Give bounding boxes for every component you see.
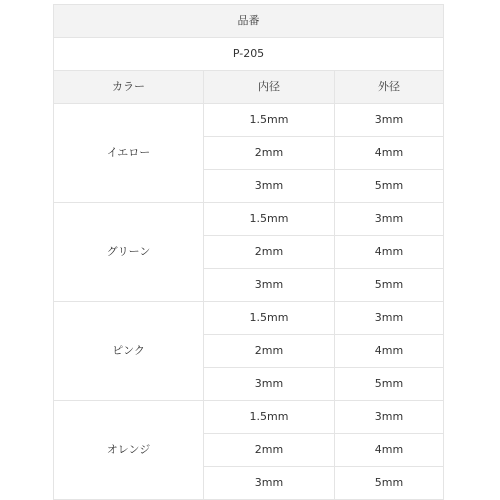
inner-diameter-cell: 2mm bbox=[204, 137, 335, 170]
inner-diameter-cell: 3mm bbox=[204, 170, 335, 203]
color-cell: イエロー bbox=[54, 104, 204, 203]
column-header-outer: 外径 bbox=[335, 71, 444, 104]
inner-diameter-cell: 1.5mm bbox=[204, 104, 335, 137]
inner-diameter-cell: 3mm bbox=[204, 368, 335, 401]
spec-table bbox=[53, 4, 444, 500]
color-cell: オレンジ bbox=[54, 401, 204, 500]
outer-diameter-cell: 5mm bbox=[335, 269, 444, 302]
product-label-cell: 品番 bbox=[54, 5, 444, 38]
product-code-cell: P-205 bbox=[54, 38, 444, 71]
column-header-color: カラー bbox=[54, 71, 204, 104]
outer-diameter-cell: 5mm bbox=[335, 170, 444, 203]
outer-diameter-cell: 4mm bbox=[335, 137, 444, 170]
outer-diameter-cell: 3mm bbox=[335, 302, 444, 335]
outer-diameter-cell: 3mm bbox=[335, 203, 444, 236]
outer-diameter-cell: 4mm bbox=[335, 236, 444, 269]
table-row bbox=[54, 104, 444, 137]
inner-diameter-cell: 2mm bbox=[204, 434, 335, 467]
outer-diameter-cell: 3mm bbox=[335, 401, 444, 434]
column-header-row bbox=[54, 71, 444, 104]
inner-diameter-cell: 2mm bbox=[204, 236, 335, 269]
color-cell: ピンク bbox=[54, 302, 204, 401]
outer-diameter-cell: 5mm bbox=[335, 368, 444, 401]
table-row bbox=[54, 302, 444, 335]
outer-diameter-cell: 5mm bbox=[335, 467, 444, 500]
product-label-row bbox=[54, 5, 444, 38]
column-header-inner: 内径 bbox=[204, 71, 335, 104]
product-code-row bbox=[54, 38, 444, 71]
inner-diameter-cell: 3mm bbox=[204, 269, 335, 302]
inner-diameter-cell: 2mm bbox=[204, 335, 335, 368]
outer-diameter-cell: 4mm bbox=[335, 434, 444, 467]
color-cell: グリーン bbox=[54, 203, 204, 302]
outer-diameter-cell: 4mm bbox=[335, 335, 444, 368]
inner-diameter-cell: 1.5mm bbox=[204, 401, 335, 434]
inner-diameter-cell: 1.5mm bbox=[204, 203, 335, 236]
outer-diameter-cell: 3mm bbox=[335, 104, 444, 137]
inner-diameter-cell: 1.5mm bbox=[204, 302, 335, 335]
table-row bbox=[54, 203, 444, 236]
inner-diameter-cell: 3mm bbox=[204, 467, 335, 500]
table-row bbox=[54, 401, 444, 434]
